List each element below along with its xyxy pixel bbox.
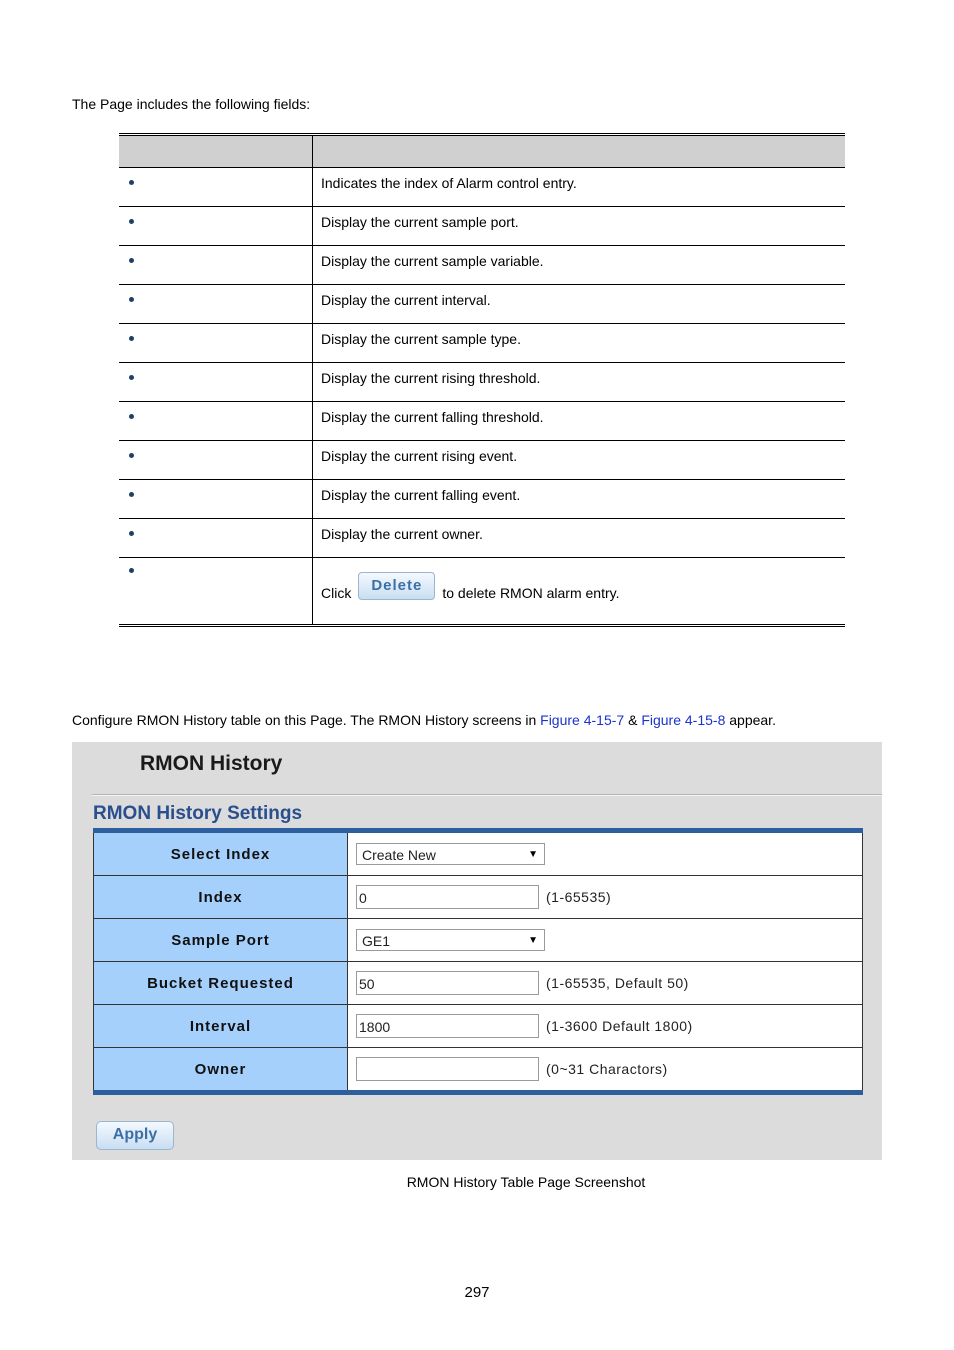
- field-description-table: [119, 133, 845, 627]
- configure-text: Configure RMON History table on this Page. The RMON History screens in: [72, 712, 541, 728]
- settings-row-bucket-requested: [94, 962, 863, 1005]
- bullet-icon: [129, 531, 134, 536]
- page-title: RMON History: [140, 752, 283, 775]
- page-number: 297: [464, 1284, 490, 1301]
- sample-port-label: Sample Port: [94, 919, 348, 962]
- dropdown-arrow-icon: ▼: [528, 849, 538, 860]
- field-description: Display the current sample variable.: [313, 246, 846, 285]
- bullet-icon: [129, 297, 134, 302]
- owner-hint: (0~31 Charactors): [546, 1061, 668, 1077]
- table-row: [119, 441, 845, 480]
- sample-port-dropdown[interactable]: [356, 929, 545, 951]
- settings-row-sample-port: [94, 919, 863, 962]
- field-description: Display the current sample port.: [313, 207, 846, 246]
- bullet-icon: [129, 453, 134, 458]
- bucket-requested-label: Bucket Requested: [94, 962, 348, 1005]
- select-index-value: Create New: [362, 847, 436, 863]
- field-description: Display the current sample type.: [313, 324, 846, 363]
- select-index-label: Select Index: [94, 831, 348, 876]
- bullet-icon: [129, 375, 134, 380]
- rmon-history-screenshot: [72, 742, 882, 1160]
- figure-caption: RMON History Table Page Screenshot: [406, 1174, 646, 1190]
- bucket-requested-input[interactable]: 50: [356, 971, 539, 995]
- delete-button[interactable]: Delete: [358, 572, 435, 600]
- bullet-icon: [129, 414, 134, 419]
- configure-paragraph: [72, 712, 776, 728]
- table-row: [119, 324, 845, 363]
- interval-label: Interval: [94, 1005, 348, 1048]
- index-input[interactable]: 0: [356, 885, 539, 909]
- bullet-icon: [129, 568, 134, 573]
- configure-text-middle: &: [624, 712, 642, 728]
- intro-text: The Page includes the following fields:: [72, 96, 311, 112]
- bullet-icon: [129, 180, 134, 185]
- delete-after-text: to delete RMON alarm entry.: [442, 584, 620, 601]
- select-index-dropdown[interactable]: [356, 843, 545, 865]
- table-row: [119, 480, 845, 519]
- title-divider: [92, 794, 882, 796]
- bullet-icon: [129, 219, 134, 224]
- sample-port-value: GE1: [362, 933, 391, 949]
- owner-label: Owner: [94, 1048, 348, 1093]
- table-row: [119, 168, 845, 207]
- bullet-icon: [129, 258, 134, 263]
- table-row: [119, 246, 845, 285]
- table-header-row: [119, 135, 845, 168]
- rmon-history-settings-table: [93, 828, 863, 1095]
- field-description: Display the current falling threshold.: [313, 402, 846, 441]
- table-row: [119, 207, 845, 246]
- field-description: Display the current interval.: [313, 285, 846, 324]
- settings-row-index: [94, 876, 863, 919]
- delete-click-text: Click: [321, 584, 352, 601]
- settings-row-owner: [94, 1048, 863, 1093]
- bucket-requested-hint: (1-65535, Default 50): [546, 975, 689, 991]
- settings-row-interval: [94, 1005, 863, 1048]
- field-description: Display the current rising threshold.: [313, 363, 846, 402]
- bullet-icon: [129, 336, 134, 341]
- field-description: Display the current falling event.: [313, 480, 846, 519]
- index-label: Index: [94, 876, 348, 919]
- index-hint: (1-65535): [546, 889, 612, 905]
- header-description: [313, 135, 846, 168]
- table-row: [119, 519, 845, 558]
- header-object: [119, 135, 313, 168]
- figure-link-1[interactable]: Figure 4-15-7: [540, 712, 625, 728]
- table-row: [119, 363, 845, 402]
- interval-hint: (1-3600 Default 1800): [546, 1018, 693, 1034]
- apply-button[interactable]: Apply: [96, 1121, 174, 1150]
- interval-input[interactable]: 1800: [356, 1014, 539, 1038]
- table-row: [119, 402, 845, 441]
- dropdown-arrow-icon: ▼: [528, 935, 538, 946]
- table-row: [119, 285, 845, 324]
- field-description: Indicates the index of Alarm control entry.: [313, 168, 846, 207]
- table-row-delete: [119, 558, 845, 626]
- owner-input[interactable]: [356, 1057, 539, 1081]
- field-description: Display the current owner.: [313, 519, 846, 558]
- bullet-icon: [129, 492, 134, 497]
- field-description: Display the current rising event.: [313, 441, 846, 480]
- figure-link-2[interactable]: Figure 4-15-8: [641, 712, 726, 728]
- configure-text-after: appear.: [725, 712, 776, 728]
- settings-row-select-index: [94, 831, 863, 876]
- section-title: RMON History Settings: [93, 803, 303, 824]
